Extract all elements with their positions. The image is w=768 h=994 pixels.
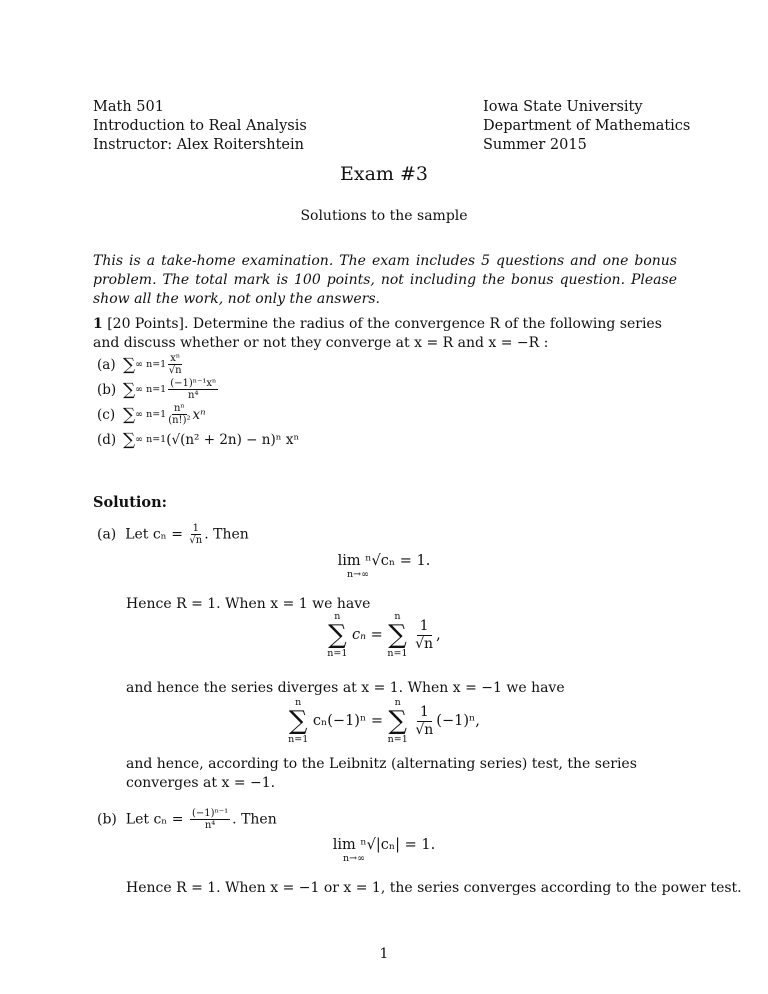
term: Summer 2015 (483, 137, 587, 153)
item-label: (b) (97, 381, 117, 398)
page-number: 1 (379, 946, 389, 962)
part-a-intro: (a) Let cₙ = $\frac{1}{√n}$ . Then (97, 523, 249, 546)
series-item-a (97, 352, 299, 377)
sum-limits: ∞ n=1 (135, 409, 167, 420)
instructor: Instructor: Alex Roitershtein (93, 137, 304, 153)
item-label: (a) (97, 356, 116, 373)
sum-symbol: ∑ (123, 379, 136, 400)
part-a-text-3: and hence, according to the Leibnitz (alternating series) test, the series converges at x = −1. (126, 756, 637, 791)
limit-display-b: lim ⁿ√|cₙ| = 1. n→∞ (332, 837, 436, 864)
series-fraction: $\frac{\text{(−1)ⁿ⁻¹xⁿ}}{\text{n⁴}}$ (170, 378, 217, 401)
series-fraction: $\frac{\text{xⁿ}}{√n}$ (168, 353, 182, 376)
sum-symbol: ∑ (123, 404, 136, 425)
exam-subtitle: Solutions to the sample (300, 208, 468, 224)
series-list (97, 352, 299, 452)
series-item-b (97, 377, 299, 402)
course-info (93, 98, 307, 155)
course-number: Math 501 (93, 99, 164, 115)
series-term: (√(n² + 2n) − n)ⁿ xⁿ (166, 431, 300, 448)
sum-symbol: ∑ (123, 354, 136, 375)
item-label: (d) (97, 431, 117, 448)
course-title: Introduction to Real Analysis (93, 118, 307, 134)
question-number: 1 (93, 316, 103, 332)
solution-heading: Solution: (93, 494, 167, 511)
sum-limits: ∞ n=1 (135, 384, 167, 395)
sum-symbol: ∑ (123, 429, 136, 450)
sum-limits: ∞ n=1 (135, 434, 167, 445)
part-b-intro: (b) Let cₙ = $\frac{\text{(−1)ⁿ⁻¹}}{\text{n⁴}}$ . Then (97, 808, 277, 831)
exam-title: Exam #3 (340, 163, 428, 185)
question-text: Determine the radius of the convergence R of the following series and discuss whether or not they converge at x = R and x = −R : (93, 316, 662, 351)
series-fraction: $\frac{\text{nⁿ}}{\text{(n!)²}}$ (168, 403, 191, 426)
part-a-text-1: Hence R = 1. When x = 1 we have (126, 596, 371, 612)
instructions: This is a take-home examination. The exam includes 5 questions and one bonus problem. The total mark is 100 points, not including the bonus question. Please show all the work, not only the answers. (93, 253, 677, 307)
item-label: (c) (97, 406, 116, 423)
department: Department of Mathematics (483, 118, 691, 134)
sum-limits: ∞ n=1 (135, 359, 167, 370)
series-item-d (97, 427, 299, 452)
sum-display-1: n ∑ n=1 cₙ = n ∑ n=1 $\frac{1}{√n}$ , (327, 611, 441, 659)
question-points: [20 Points]. (107, 316, 193, 332)
university: Iowa State University (483, 99, 643, 115)
part-b-text-1: Hence R = 1. When x = −1 or x = 1, the series converges according to the power test. (126, 880, 742, 896)
series-item-c: (c) ∑ ∞ n=1 $\frac{\text{nⁿ}}{\text{(n!)²}}$ xⁿ (97, 403, 206, 426)
question-1-statement (93, 315, 683, 353)
institution-info (483, 98, 690, 155)
limit-display-a: lim ⁿ√cₙ = 1. n→∞ (337, 553, 431, 580)
part-a-text-2: and hence the series diverges at x = 1. When x = −1 we have (126, 680, 565, 696)
sum-display-2: n ∑ n=1 cₙ(−1)ⁿ = n ∑ n=1 $\frac{1}{√n}$ (−1)ⁿ, (288, 697, 480, 745)
